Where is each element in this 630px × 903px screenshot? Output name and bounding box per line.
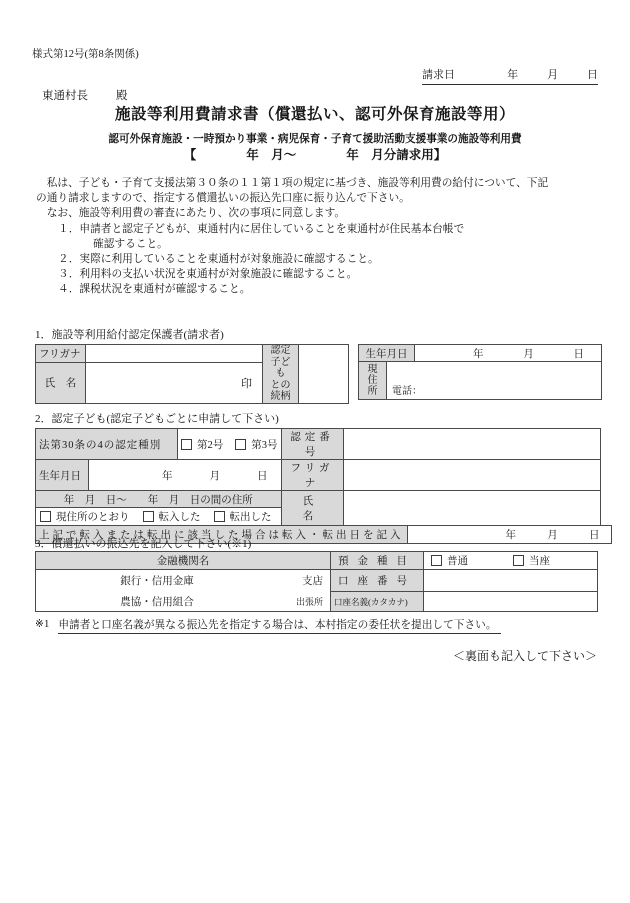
current-address-label-line: 所 — [367, 386, 378, 397]
checkbox-icon — [181, 439, 192, 450]
address-status-options — [36, 508, 282, 526]
day-label: 日 — [589, 530, 600, 541]
footnote-1-text: 申請者と口座名義が異なる振込先を指定する場合は、本村指定の委任状を提出して下さい。 — [58, 617, 500, 634]
claim-date-month-label: 月 — [547, 69, 559, 81]
relation-field — [299, 345, 349, 404]
checkbox-option-type3: 第3号 — [235, 437, 277, 452]
claim-date-line — [422, 66, 598, 85]
footnote-1 — [35, 617, 501, 634]
relation-label-line: との — [270, 379, 291, 391]
applicant-name-label: 氏 名 — [36, 363, 86, 403]
body-line: の通り請求しますので、指定する償還払いの振込先口座に振り込んで下さい。 — [36, 192, 410, 205]
section3-tables — [35, 551, 598, 612]
day-label: 日 — [257, 470, 268, 482]
branch-label: 出張所 — [295, 596, 323, 607]
month-label: 月 — [547, 530, 558, 541]
claim-date-label: 請求日 — [422, 69, 455, 81]
applicant-birthdate-label: 生年月日 — [359, 345, 415, 362]
checkbox-icon — [214, 511, 225, 522]
month-label: 月 — [209, 470, 220, 482]
body-line: 私は、子ども・子育て支援法第３０条の１１第１項の規定に基づき、施設等利用費の給付について、下記 — [36, 177, 549, 189]
checkbox-option-same-address: 現住所のとおり — [40, 509, 130, 524]
branch-label: 支店 — [302, 576, 323, 588]
phone-label: 電話： — [392, 386, 422, 397]
relation-label-line: 子ども — [270, 356, 291, 379]
form-number: 様式第12号(第8条関係) — [32, 49, 139, 60]
section1-title: 1．施設等利用給付認定保護者(請求者) — [35, 329, 224, 341]
addressee-honorific: 殿 — [116, 90, 128, 102]
current-address-label-line: 現 — [367, 364, 378, 375]
account-holder-label: 口座名義(カタカナ) — [331, 592, 424, 612]
checkbox-icon — [143, 511, 154, 522]
account-holder-field — [424, 592, 598, 612]
day-label: 日 — [573, 348, 584, 360]
section2-title: 2．認定子ども(認定子どもごとに申請して下さい) — [35, 413, 279, 425]
current-address-label — [359, 362, 387, 400]
checkbox-icon — [513, 555, 524, 566]
deposit-type-label: 預金種目 — [331, 552, 424, 570]
consent-item-1: １．申請者と認定子どもが、東通村内に居住していることを東通村が住民基本台帳で — [58, 222, 465, 235]
consent-item-1-continued: 確認すること。 — [93, 237, 168, 250]
checkbox-option-type2: 第2号 — [181, 437, 223, 452]
child-name-field — [343, 491, 600, 526]
applicant-birthdate-field — [415, 345, 602, 362]
document-title: 施設等利用費請求書（償還払い、認可外保育施設等用） — [114, 106, 515, 123]
address-period-label: 年 月 日～ 年 月 日の間の住所 — [36, 491, 282, 508]
claim-period-line: 【 年 月～ 年 月分請求用】 — [183, 148, 447, 162]
certification-type-options — [178, 429, 282, 460]
consent-item-2: ２．実際に利用していることを東通村が対象施設に確認すること。 — [58, 253, 379, 266]
claim-date-year-label: 年 — [507, 69, 519, 81]
relation-label-line: 続柄 — [270, 391, 291, 402]
applicant-furigana-field — [86, 345, 263, 363]
current-address-label-line: 住 — [367, 375, 378, 386]
certification-number-field — [343, 429, 600, 460]
section1-tables — [35, 344, 602, 404]
transfer-date-field — [407, 526, 611, 544]
current-address-field — [387, 362, 602, 400]
bank-type-label: 銀行・信用金庫 — [120, 576, 194, 588]
checkbox-icon — [431, 555, 442, 566]
document-subtitle: 認可外保育施設・一時預かり事業・病児保育・子育て援助活動支援事業の施設等利用費 — [108, 134, 522, 145]
section2-tables — [35, 428, 612, 544]
addressee-line — [42, 87, 128, 103]
certified-child-table — [35, 428, 601, 526]
child-furigana-field — [343, 460, 600, 491]
relation-label — [263, 345, 299, 404]
consent-item-3: ３．利用料の支払い状況を東通村が対象施設に確認すること。 — [58, 268, 358, 281]
applicant-table — [35, 344, 349, 404]
year-label: 年 — [162, 470, 173, 482]
bank-name-header: 金融機関名 — [36, 552, 331, 570]
back-side-note: ＜裏面も記入して下さい＞ — [452, 649, 597, 663]
bank-type-row-2 — [36, 592, 331, 612]
child-birthdate-label: 生年月日 — [36, 460, 89, 491]
addressee-name: 東通村長 — [42, 90, 88, 102]
seal-mark: 印 — [241, 377, 252, 390]
footnote-1-mark: ※1 — [35, 618, 50, 630]
certification-type-label: 法第30条の4の認定種別 — [36, 429, 178, 460]
bank-type-label: 農協・信用組合 — [120, 596, 194, 608]
month-label: 月 — [523, 348, 534, 360]
consent-item-4: ４．課税状況を東通村が確認すること。 — [58, 283, 251, 296]
bank-transfer-table — [35, 551, 598, 612]
section3-title: 3．償還払いの振込先を記入して下さい(※1) — [35, 538, 252, 550]
account-number-label: 口座番号 — [331, 570, 424, 592]
year-label: 年 — [505, 530, 516, 541]
checkbox-option-moved-in: 転入した — [143, 509, 201, 524]
child-birthdate-field — [89, 460, 282, 491]
child-furigana-label: フリガナ — [281, 460, 343, 491]
checkbox-option-ordinary: 普通 — [431, 553, 468, 568]
relation-label-line: 認定 — [270, 345, 291, 356]
claim-date-day-label: 日 — [587, 69, 599, 81]
body-text — [36, 176, 602, 298]
applicant-birth-address-table — [358, 344, 602, 400]
certification-number-label: 認定番号 — [281, 429, 343, 460]
applicant-furigana-label: フリガナ — [36, 345, 86, 363]
transfer-date-label: 上記で転入または転出に該当した場合は転入・転出日を記入 — [36, 526, 408, 544]
account-number-boxes — [424, 570, 598, 592]
deposit-type-options — [424, 552, 598, 570]
checkbox-option-moved-out: 転出した — [214, 509, 272, 524]
bank-type-row-1 — [36, 570, 331, 592]
child-name-label: 氏 名 — [281, 491, 343, 526]
applicant-name-field — [86, 363, 263, 403]
checkbox-option-current: 当座 — [513, 553, 550, 568]
checkbox-icon — [40, 511, 51, 522]
checkbox-icon — [235, 439, 246, 450]
year-label: 年 — [473, 348, 484, 360]
body-line: なお、施設等利用費の審査にあたり、次の事項に同意します。 — [36, 207, 346, 220]
